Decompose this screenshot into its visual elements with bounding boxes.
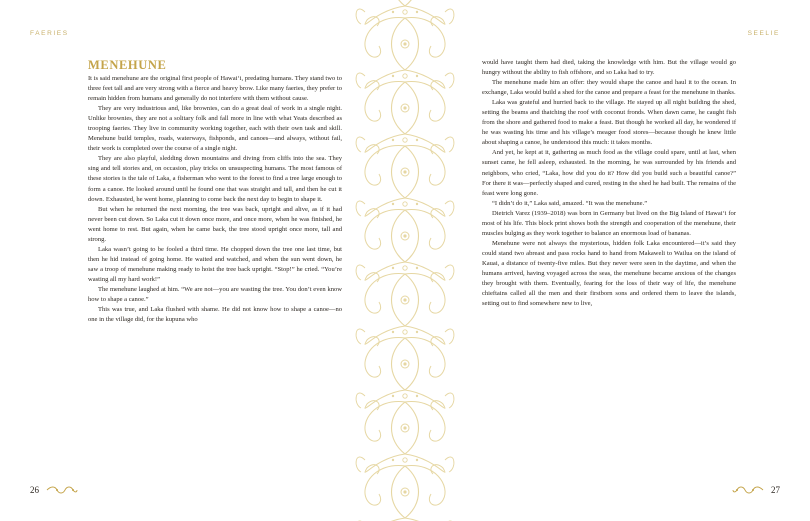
paragraph: This was true, and Laka flushed with shame. He did not know how to shape a canoe—no one in the village did, for the kupuna who (88, 306, 342, 324)
paragraph: They are very industrious and, like brownies, can do a great deal of work in a single night. Unlike brownies, they are not a solitary folk and fall more in line with what Yeats described as trooping faeries. They live in community working together, each with their own task and skill. Menehune build temples, roads, waterways, fishponds, and canoes—and always, without fail, their work is completed over the course of a single night. (88, 105, 342, 153)
ornament-mark (416, 139, 418, 141)
running-head-left: FAERIES (30, 30, 69, 37)
ornament-mark (392, 331, 394, 333)
ornament-mark (403, 266, 407, 270)
ornament-mark (445, 9, 454, 24)
ornament-mark (403, 426, 406, 429)
paragraph: They are also playful, sledding down mountains and diving from cliffs into the sea. They sing and tell stories and, on occasion, play tricks on unsuspecting humans. The most famous of these stories is the tale of Laka, a fisherman who went to the forest to find a tree large enough to form a canoe. He looked around until he found one that was straight and tall, and then he cut it down. Exhausted, he went home, planning to come back the next day to begin to shape it. (88, 155, 342, 203)
ornament-mark (445, 73, 454, 88)
ornament-mark (445, 393, 454, 408)
ornament-mark (416, 459, 418, 461)
section-heading: MENEHUNE (88, 58, 167, 72)
ornament-mark (392, 0, 419, 6)
ornament-mark (403, 10, 407, 14)
ornament-mark (356, 9, 365, 24)
ornament-mark (403, 202, 407, 206)
ornament-mark (403, 138, 407, 142)
ornament-mark (403, 490, 406, 493)
page-number-right: 27 (771, 485, 780, 495)
paragraph: Dietrich Varez (1939–2018) was born in Germany but lived on the Big Island of Hawai‘i for most of his life. This block print shows both the strength and cooperation of the menehune, their muscles bulging as they work together to balance an enormous load of bananas. (482, 209, 736, 237)
ornament-mark (403, 298, 406, 301)
ornament-mark (403, 42, 406, 45)
swirl-flourish-icon (731, 485, 765, 495)
paragraph: Laka wasn’t going to be fooled a third time. He chopped down the tree one last time, but then he hid instead of going home. He waited and watched, and when the sun went down, he saw a troop of menehune making ready to hoist the tree back upright. “Stop!” he cried. “You’re wasting all my hard work!” (88, 245, 342, 283)
paragraph: “I didn’t do it,” Laka said, amazed. “It was the menehune.” (492, 199, 648, 207)
ornament-mark (403, 74, 407, 78)
ornament-mark (403, 234, 406, 237)
ornament-mark (416, 11, 418, 13)
ornament-mark (416, 331, 418, 333)
ornament-mark (416, 267, 418, 269)
paragraph: Menehune were not always the mysterious, hidden folk Laka encountered—it’s said they could stand two abreast and pass rocks hand to hand from Makaweli to Wailua on the island of Kauai, a distance of twenty-five miles. But they never were seen in the daytime, and when the humans arrived, having voyaged across the seas, the menehune became anxious of the changes they brought with them. Eventually, fearing for the loss of their way of life, the menehune chieftains called all the men and their firstborn sons and ordered them to leave the islands, setting out to find somewhere new to live, (482, 239, 736, 308)
ornament-mark (356, 329, 365, 344)
paragraph: The menehune laughed at him. “We are not—you are wasting the tree. You don’t even know how to shape a canoe.” (88, 285, 342, 304)
ornament-mark (392, 11, 394, 13)
paragraph: The menehune made him an offer: they would shape the canoe and haul it to the ocean. In exchange, Laka would build a shed for the canoe and prepare a feast for the menehune in thanks. (482, 79, 736, 97)
ornament-mark (356, 457, 365, 472)
ornament-mark (445, 457, 454, 472)
page-number-left: 26 (30, 485, 39, 495)
ornament-mark (392, 75, 394, 77)
ornament-mark (392, 203, 394, 205)
left-text-column (88, 58, 342, 325)
ornament-mark (392, 459, 394, 461)
ornament-mark (403, 106, 406, 109)
filigree-damask-band-icon (352, 0, 458, 521)
ornament-mark (445, 265, 454, 280)
folio-right (731, 485, 780, 495)
ornament-mark (403, 170, 406, 173)
folio-left (30, 485, 79, 495)
ornament-mark (403, 362, 406, 365)
ornament-mark (356, 137, 365, 152)
ornament-mark (445, 137, 454, 152)
paragraph: And yet, he kept at it, gathering as much food as the village could spare, until at last, when sunset came, he fell asleep, exhausted. In the morning, he was surrounded by his friends and neighbors, who cried, “Laka, how did you do it? How did you build such a beautiful canoe?” For there it was—perfectly shaped and cured, resting in the shed he had built. The remains of the feast were long gone. (482, 149, 736, 197)
ornament-mark (356, 393, 365, 408)
ornament-mark (356, 73, 365, 88)
ornament-mark (416, 395, 418, 397)
paragraph: would have taught them had died, taking the knowledge with him. But the village would go hungry without the ability to fish offshore, and so Laka had to try. (482, 59, 736, 77)
running-head-right: SEELIE (747, 30, 780, 37)
ornament-mark (445, 201, 454, 216)
ornament-mark (356, 201, 365, 216)
ornament-mark (416, 203, 418, 205)
ornament-mark (403, 330, 407, 334)
swirl-flourish-icon (45, 485, 79, 495)
ornament-mark (403, 458, 407, 462)
paragraph: It is said menehune are the original first people of Hawai‘i, predating humans. They stand two to three feet tall and are very strong with a fierce and heavy brow. Like many faeries, they prefer to remain hidden from humans and generally do not interfere with them without cause. (88, 75, 342, 103)
ornament-mark (392, 267, 394, 269)
right-text-column (482, 58, 736, 309)
ornament-svg (352, 0, 458, 521)
ornament-mark (356, 265, 365, 280)
ornament-mark (403, 394, 407, 398)
ornament-mark (445, 329, 454, 344)
paragraph: Laka was grateful and hurried back to the village. He stayed up all night building the shed, setting the beams and thatching the roof with coconut fronds. When dawn came, he caught fish from the shore and gathered food to make a feast. But though he worked all day, he wondered if he was wasting his time and his village’s meager food stores—because though he knew little about shaping a canoe, he understood this much: it takes months. (482, 99, 736, 147)
ornament-mark (392, 139, 394, 141)
paragraph: But when he returned the next morning, the tree was back, upright and alive, as if it had never been cut down. So Laka cut it down once more, and once more, when he was finished, he went home to rest. But again, when he came back, the tree stood upright once more, tall and strong. (88, 205, 342, 243)
ornament-mark (416, 75, 418, 77)
ornament-mark (392, 395, 394, 397)
